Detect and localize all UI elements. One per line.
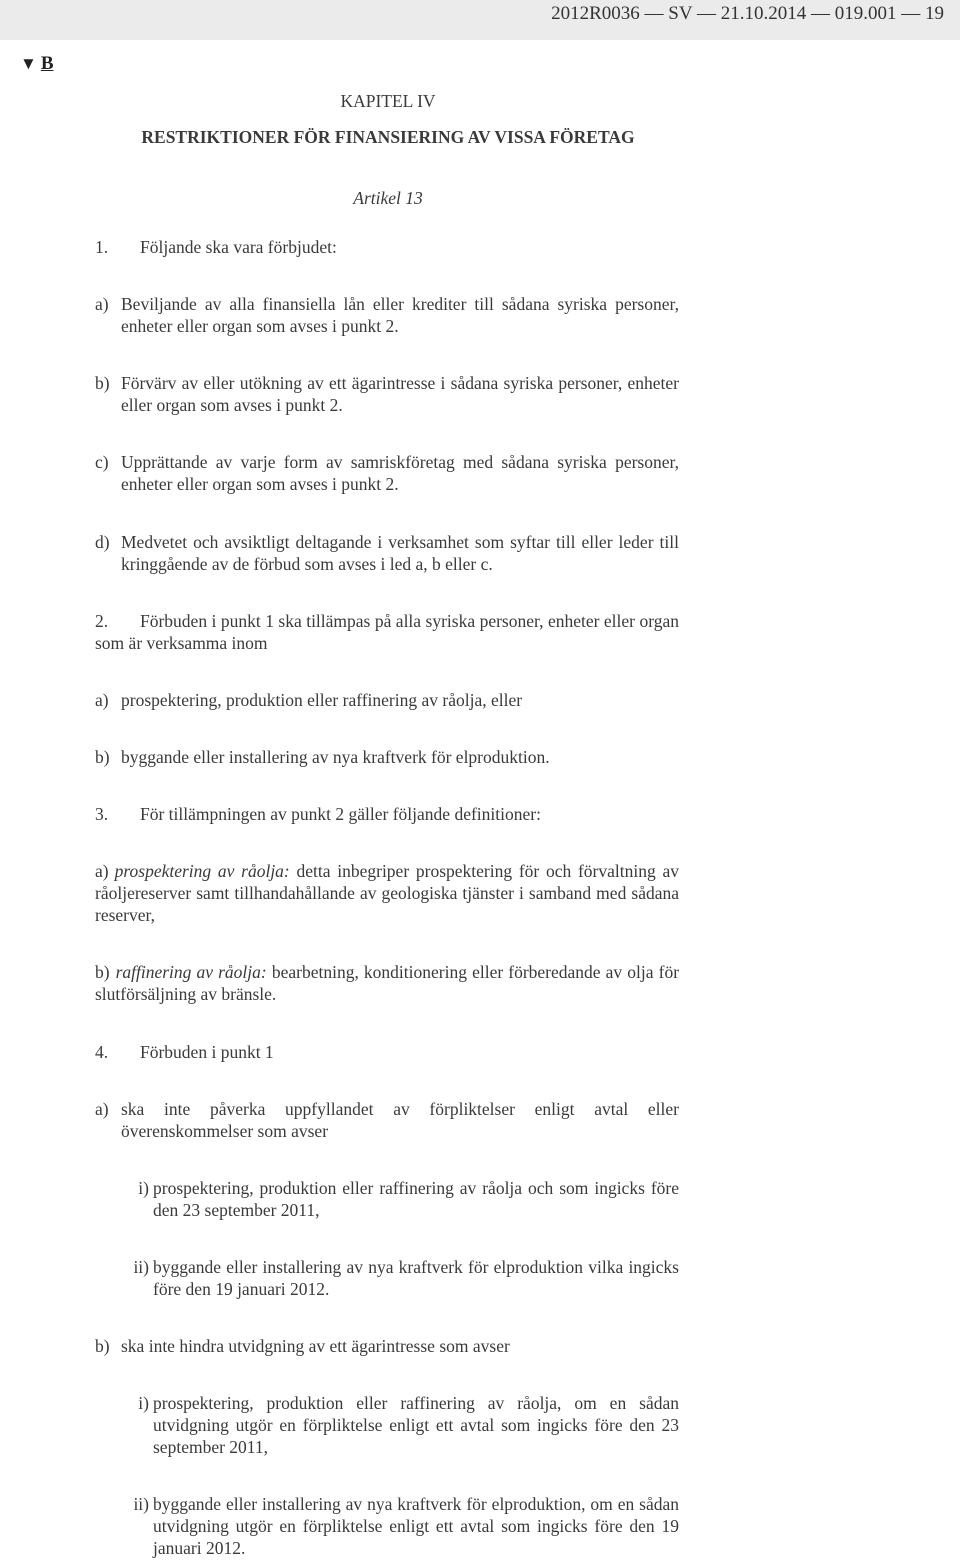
item-text: Beviljande av alla finansiella lån eller krediter till sådana syriska personer, enheter eller organ som avses i punkt 2. [121, 294, 679, 336]
paragraph-number: 3. [95, 804, 109, 824]
amendment-marker-letter: B [40, 53, 54, 74]
paragraph-number: 4. [95, 1042, 109, 1062]
list-item [95, 451, 679, 495]
list-item [95, 689, 679, 711]
definition-text: bearbetning, konditionering eller förberedande av olja för slutförsäljning av bränsle. [95, 962, 680, 1004]
sub-item [115, 1392, 679, 1458]
list-item [95, 1098, 679, 1142]
sub-item-text: prospektering, produktion eller raffinering av råolja, om en sådan utvidgning utgör en förpliktelse enligt ett avtal som ingicks före den 23 september 2011, [153, 1393, 679, 1457]
sub-item-label: ii) [133, 1494, 149, 1514]
definition-term: raffinering av råolja: [115, 962, 267, 982]
paragraph-1 [95, 236, 679, 258]
sub-item-text: byggande eller installering av nya kraftverk för elproduktion vilka ingicks före den 19 januari 2012. [153, 1257, 679, 1299]
sub-item-label: ii) [133, 1257, 149, 1277]
item-label: a) [95, 294, 109, 314]
item-text: Upprättande av varje form av samriskföretag med sådana syriska personer, enheter eller organ som avses i punkt 2. [121, 452, 679, 494]
definition-text: detta inbegriper prospektering för och förvaltning av råoljereserver samt tillhandahållande av geologiska tjänster i samband med sådana reserver, [95, 861, 679, 925]
article-title: Artikel 13 [353, 188, 423, 208]
running-header [0, 0, 960, 40]
paragraph-text: Förbuden i punkt 1 ska tillämpas på alla syriska personer, enheter eller organ som är verksamma inom [95, 611, 679, 653]
paragraph-text: För tillämpningen av punkt 2 gäller följande definitioner: [140, 804, 541, 824]
sub-item-text: prospektering, produktion eller raffinering av råolja och som ingicks före den 23 september 2011, [153, 1178, 679, 1220]
amendment-marker [20, 53, 54, 75]
definition-item [95, 961, 679, 1005]
item-text: ska inte påverka uppfyllandet av förpliktelser enligt avtal eller överenskommelser som avser [121, 1099, 679, 1141]
sub-item [115, 1256, 679, 1300]
list-item [95, 372, 679, 416]
item-label: a) [95, 690, 109, 710]
item-label: a) [95, 861, 109, 881]
item-label: c) [95, 452, 109, 472]
sub-item [115, 1177, 679, 1221]
list-item [95, 293, 679, 337]
definition-term: prospektering av råolja: [114, 861, 290, 881]
item-label: a) [95, 1099, 109, 1119]
paragraph-text: Följande ska vara förbjudet: [140, 237, 337, 257]
item-text: Förvärv av eller utökning av ett ägarintresse i sådana syriska personer, enheter eller organ som avses i punkt 2. [121, 373, 679, 415]
document-reference: 2012R0036 — SV — 21.10.2014 — 019.001 — 19 [551, 3, 944, 24]
list-item [95, 1335, 679, 1357]
chapter-label: KAPITEL IV [340, 91, 436, 111]
paragraph-number: 2. [95, 611, 109, 631]
sub-item-label: i) [138, 1393, 149, 1413]
item-label: b) [95, 962, 110, 982]
paragraph-text: Förbuden i punkt 1 [140, 1042, 274, 1062]
item-label: d) [95, 532, 110, 552]
paragraph-4 [95, 1041, 679, 1063]
item-text: Medvetet och avsiktligt deltagande i verksamhet som syftar till eller leder till kringgående av de förbud som avses i led a, b eller c. [121, 532, 679, 574]
item-label: b) [95, 373, 110, 393]
item-text: ska inte hindra utvidgning av ett ägarintresse som avser [121, 1336, 510, 1356]
sub-item-text: byggande eller installering av nya kraftverk för elproduktion, om en sådan utvidgning utgör en förpliktelse enligt ett avtal som ingicks före den 19 januari 2012. [153, 1494, 679, 1558]
item-text: prospektering, produktion eller raffinering av råolja, eller [121, 690, 523, 710]
paragraph-2 [95, 610, 679, 654]
list-item [95, 746, 679, 768]
paragraph-3 [95, 803, 679, 825]
triangle-down-icon: ▼ [20, 54, 37, 73]
definition-item [95, 860, 679, 926]
item-label: b) [95, 747, 110, 767]
chapter-title: RESTRIKTIONER FÖR FINANSIERING AV VISSA FÖRETAG [141, 127, 635, 147]
item-label: b) [95, 1336, 110, 1356]
item-text: byggande eller installering av nya kraftverk för elproduktion. [121, 747, 550, 767]
sub-item-label: i) [138, 1178, 149, 1198]
sub-item [115, 1493, 679, 1559]
paragraph-number: 1. [95, 237, 109, 257]
list-item [95, 531, 679, 575]
